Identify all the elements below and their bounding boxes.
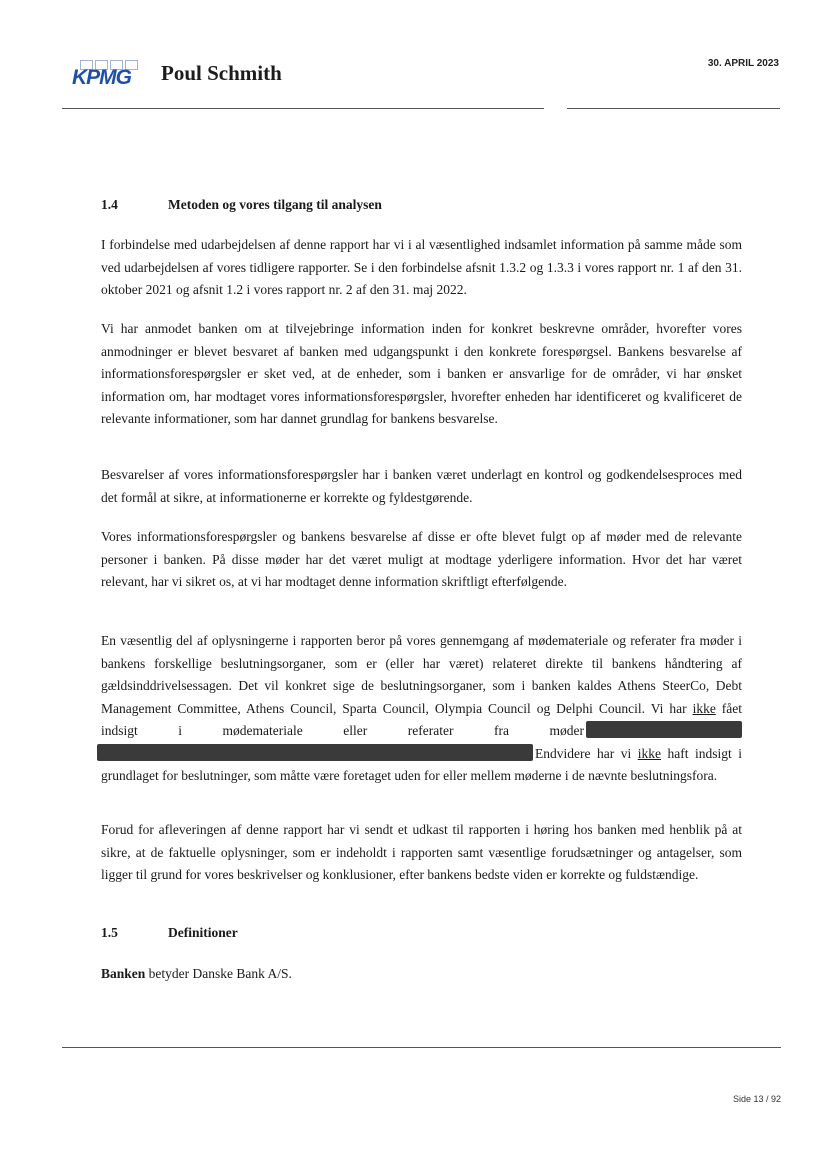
section-number: 1.4	[101, 197, 118, 212]
paragraph-5-text-a: En væsentlig del af oplysningerne i rapporten beror på vores gennemgang af mødemateriale og referater fra møder i bankens forskellige beslutningsorganer, som er (eller har været) relateret direkte til bankens håndtering af gældsinddrivelsessagen. Det vil konkret sige de beslutningsorganer, som i banken kaldes Athens SteerCo, Debt Management Committee, Athens Council, Sparta Council, Olympia Council og Delphi Council. Vi har	[101, 633, 742, 716]
section-heading-1-5	[101, 925, 238, 941]
emphasis-ikke: ikke	[637, 745, 661, 761]
definition-paragraph	[101, 963, 742, 986]
paragraph-5-text-b: fået indsigt i mødemateriale eller referater fra møder	[101, 700, 742, 738]
section-number: 1.5	[101, 925, 118, 940]
emphasis-ikke: ikke	[692, 700, 716, 716]
paragraph-5-text-d: haft indsigt i grundlaget for beslutninger, som måtte være foretaget uden for eller mellem møderne i de nævnte beslutningsfora.	[101, 745, 742, 783]
paragraph-4: Vores informationsforespørgsler og bankens besvarelse af disse er ofte blevet fulgt op af møder med de relevante personer i banken. På disse møder har det været muligt at modtage yderligere information. Hvor det har været relevant, har vi sikret os, at vi har modtaget denne information skriftligt efterfølgende.	[101, 529, 742, 589]
paragraph-5-text-c: Endvidere har vi	[535, 745, 638, 761]
definition-term: Banken	[101, 966, 146, 981]
kpmg-logo	[72, 60, 142, 90]
definition-text: betyder Danske Bank A/S.	[145, 966, 292, 981]
report-date: 30. APRIL 2023	[707, 58, 779, 69]
section-title: Definitioner	[168, 925, 238, 940]
paragraph-5	[101, 630, 742, 788]
logo-text: KPMG	[72, 66, 131, 89]
header-rule-right	[567, 108, 780, 109]
paragraph-6: Forud for afleveringen af denne rapport har vi sendt et udkast til rapporten i høring hos banken med henblik på at sikre, at de faktuelle oplysninger, som er indeholdt i rapporten samt væsentlige forudsætninger og antagelser, som ligger til grund for vores beskrivelser og konklusioner, efter bankens bedste viden er korrekte og fuldstændige.	[101, 822, 742, 882]
header-rule-left	[62, 108, 544, 109]
redaction-block	[586, 721, 742, 738]
page-number: Side 13 / 92	[732, 1094, 781, 1104]
paragraph-1: I forbindelse med udarbejdelsen af denne rapport har vi i al væsentlighed indsamlet information på samme måde som ved udarbejdelsen af vores tidligere rapporter. Se i den forbindelse afsnit 1.3.2 og 1.3.3 i vores rapport nr. 1 af den 31. oktober 2021 og afsnit 1.2 i vores rapport nr. 2 af den 31. maj 2022.	[101, 237, 742, 297]
section-heading-1-4	[101, 197, 382, 213]
redaction-block	[97, 744, 533, 761]
paragraph-2: Vi har anmodet banken om at tilvejebringe information inden for konkret beskrevne områder, hvorefter vores anmodninger er blevet besvaret af banken med udgangspunkt i den konkrete forespørgsel. Bankens besvarelse af informationsforespørgsler er sket ved, at de enheder, som i banken er ansvarlige for de områder, vi har ønsket information om, har modtaget vores informationsforespørgsler, hvorefter enheden har identificeret og kvalificeret de relevante informationer, som har dannet grundlag for bankens besvarelse.	[101, 321, 742, 426]
footer-rule	[62, 1047, 781, 1048]
firm-name: Poul Schmith	[161, 61, 282, 85]
section-title: Metoden og vores tilgang til analysen	[168, 197, 382, 212]
paragraph-3: Besvarelser af vores informationsforespørgsler har i banken været underlagt en kontrol og godkendelsesproces med det formål at sikre, at informationerne er korrekte og fyldestgørende.	[101, 467, 742, 505]
